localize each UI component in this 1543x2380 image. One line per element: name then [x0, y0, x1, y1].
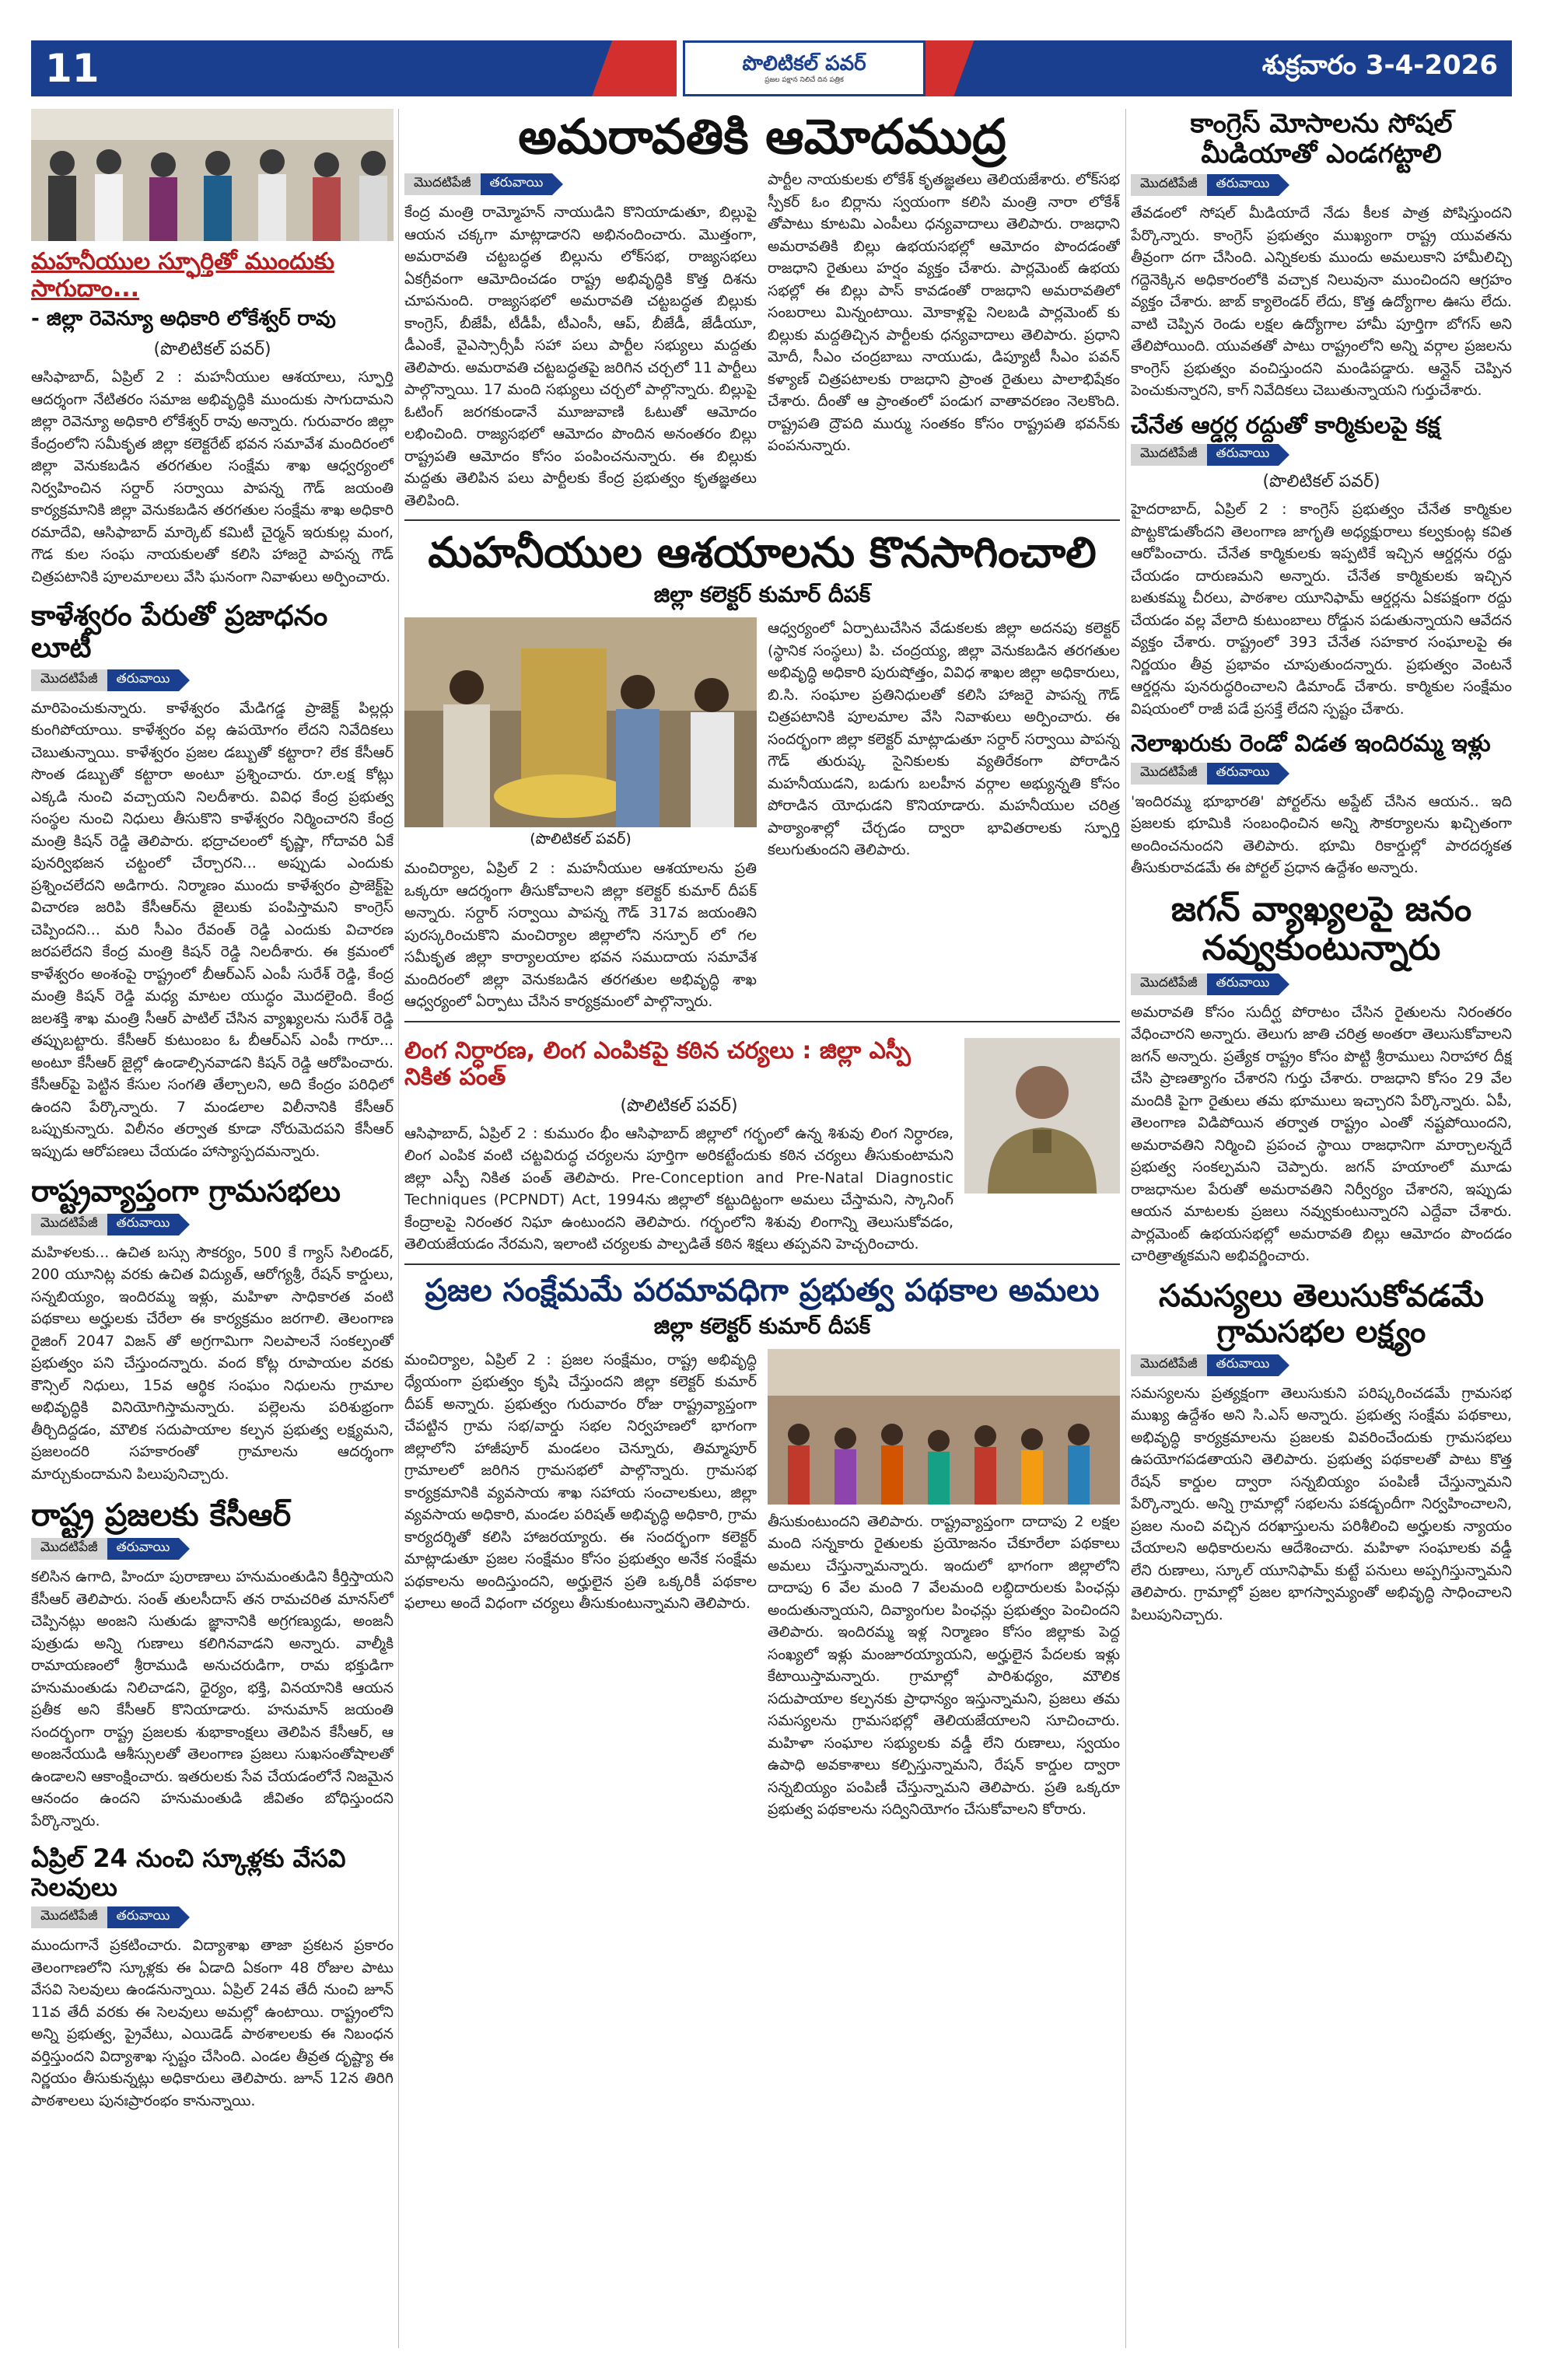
article-photo — [768, 1349, 1120, 1505]
continued-tag — [31, 1538, 394, 1560]
continued-tag — [404, 173, 757, 195]
continued-tag — [31, 1214, 394, 1235]
continued-first-page: మొదటిపేజీ — [31, 1906, 107, 1928]
article-body: మహిళలకు... ఉచిత బస్సు సౌకర్యం, 500 కే గ్యాస్ సిలిండర్, 200 యూనిట్ల వరకు ఉచిత విద్యుత్, ఆరోగ్యశ్రీ, రేషన్ కార్డులు, సన్నబియ్యం, ఇందిరమ్మ ఇళ్లు, మహిళా సాధికారత వంటి పథకాలు అర్హులకు చేరేలా ఈ కార్యక్రమం జరగాలి. తెలంగాణ రైజింగ్ 2047 విజన్ తో అగ్రగామిగా నిలపాలనే సంకల్పంతో ప్రభుత్వం పని చేస్తుందన్నారు. వంద కోట్ల రూపాయల వరకు కౌన్సిల్ నిధులు, 15వ ఆర్థిక సంఘం నిధులను గ్రామాల అభివృద్ధికి వినియోగిస్తామన్నారు. పల్లెలను పరిశుభ్రంగా తీర్చిదిద్దడం, మౌలిక సదుపాయాల కల్పన ప్రభుత్వ లక్ష్యమని, ప్రజలందరి సహకారంతో గ్రామాలను ఆదర్శంగా మార్చుకుందామని పిలుపునిచ్చారు. — [31, 1243, 394, 1483]
article-body: మంచిర్యాల, ఏప్రిల్ 2 : ప్రజల సంక్షేమం, రాష్ట్ర అభివృద్ధి ధ్యేయంగా ప్రభుత్వం కృషి చేస్తుందని జిల్లా కలెక్టర్ కుమార్ దీపక్ అన్నారు. ప్రభుత్వం గురువారం రోజు రాష్ట్రవ్యాప్తంగా చేపట్టిన గ్రామ సభ/వార్డు సభల నిర్వహణలో భాగంగా జిల్లాలోని హాజీపూర్ మండలం చెన్నూరు, తిమ్మాపూర్ గ్రామాలలో జరిగిన గ్రామసభలో పాల్గొన్నారు. గ్రామసభ కార్యక్రమానికి వ్యవసాయ శాఖ సహాయ సంచాలకులు, జిల్లా వ్యవసాయ అధికారి, మండల పరిషత్ అభివృద్ధి అధికారి, గ్రామ కార్యదర్శితో కలిసి హాజరయ్యారు. ఈ సందర్భంగా కలెక్టర్ మాట్లాడుతూ ప్రజల సంక్షేమం కోసం ప్రభుత్వం అనేక సంక్షేమ పథకాలను అందిస్తుందని, అర్హులైన ప్రతి ఒక్కరికీ పథకాల ఫలాలు అందే విధంగా చర్యలు తీసుకుంటున్నామని తెలిపారు. — [404, 1351, 757, 1613]
story-left — [404, 617, 757, 1013]
officer-portrait-illustration — [964, 1038, 1120, 1193]
logo-text: పొలిటికల్ పవర్ — [742, 52, 866, 75]
article-body: మంచిర్యాల, ఏప్రిల్ 2 : మహనీయుల ఆశయాలను ప్రతి ఒక్కరూ ఆదర్శంగా తీసుకోవాలని జిల్లా కలెక్టర్ కుమార్ దీపక్ అన్నారు. సర్దార్ సర్వాయి పాపన్న గౌడ్ 317వ జయంతిని పురస్కరించుకొని మంచిర్యాల జిల్లాలోని నస్పూర్ లో గల సమీకృత జిల్లా కార్యాలయాల భవన సముదాయ సమావేశ మందిరంలో జిల్లా వెనుకబడిన తరగతుల అభివృద్ధి శాఖ ఆధ్వర్యంలో ఏర్పాటు చేసిన కార్యక్రమంలో పాల్గొన్నారు. — [404, 860, 757, 1011]
continued-label: తరువాయి — [1207, 444, 1279, 466]
article-body: సమస్యలను ప్రత్యక్షంగా తెలుసుకుని పరిష్కరించడమే గ్రామసభ ముఖ్య ఉద్దేశం అని సి.ఎస్ అన్నారు. ప్రభుత్వ సంక్షేమ పథకాలు, అభివృద్ధి కార్యక్రమాలను ప్రజలకు వివరించేందుకు గ్రామసభలు ఉపయోగపడతాయని తెలిపారు. ప్రభుత్వ పథకాలతో పాటు కొత్త రేషన్ కార్డుల ద్వారా సన్నబియ్యం పంపిణీ చేస్తున్నామని పేర్కొన్నారు. అన్ని గ్రామాల్లో సభలను పకడ్బందీగా నిర్వహించాలని, ప్రజల నుంచి వచ్చిన దరఖాస్తులను పరిశీలించి అర్హులకు న్యాయం చేయాలని అధికారులను ఆదేశించారు. మహిళా సంఘాలకు వడ్డీ లేని రుణాలు, స్కూల్ యూనిఫామ్ కుట్టే పనులు అప్పగిస్తున్నామని తెలిపారు. గ్రామాల్లో ప్రజల భాగస్వామ్యంతో అభివృద్ధి సాధించాలని పిలుపునిచ్చారు. — [1131, 1384, 1512, 1623]
headline: కాళేశ్వరం పేరుతో ప్రజాధనం లూటీ — [31, 600, 328, 665]
headline: చేనేత ఆర్డర్ల రద్దుతో కార్మికులపై కక్ష — [1131, 411, 1440, 439]
continued-tag — [1131, 1354, 1512, 1376]
continued-tag — [31, 1906, 394, 1928]
article-body: తేవడంలో సోషల్ మీడియాదే నేడు కీలక పాత్ర పోషిస్తుందని పేర్కొన్నారు. కాంగ్రెస్ ప్రభుత్వం ముఖ్యంగా రాష్ట్ర యువతను తీవ్రంగా దగా చేసింది. ఎన్నికలకు ముందు అమలుకాని హామీలిచ్చి గద్దెనెక్కిన అధికారంలోకి వచ్చాక నిలువునా ముంచిందని ఆగ్రహం వ్యక్తం చేశారు. జాబ్ క్యాలెండర్ లేదు, కొత్త ఉద్యోగాల ఊసు లేదు. వాటి చెప్పిన రెండు లక్షల ఉద్యోగాల హామీ పూర్తిగా బోగస్ అని తేలిపోయింది. యువతతో పాటు రాష్ట్రంలోని అన్ని వర్గాల ప్రజలను కాంగ్రెస్ ప్రభుత్వం వంచిస్తుందని మండిపడ్డారు. ఆన్లైన్ చెప్పిన పెంచుకున్నారని, కాగ్ నివేదికలు చెబుతున్నాయని గుర్తుచేశారు. — [1131, 204, 1512, 400]
continued-first-page: మొదటిపేజీ — [404, 173, 481, 195]
sp-story-text — [404, 1030, 953, 1256]
continued-label: తరువాయి — [481, 173, 553, 195]
logo-tagline: ప్రజల పక్షాన నిలిచే దిన పత్రిక — [765, 76, 844, 84]
headline: ప్రజల సంక్షేమమే పరమావధిగా ప్రభుత్వ పథకాల అమలు — [425, 1272, 1100, 1309]
source-credit: (పొలిటికల్ పవర్) — [153, 340, 271, 359]
continued-first-page: మొదటిపేజీ — [31, 1214, 107, 1235]
byline: జిల్లా కలెక్టర్ కుమార్ దీపక్ — [653, 582, 871, 608]
story-right — [768, 617, 1120, 1013]
story-columns — [404, 617, 1120, 1013]
divider — [404, 519, 1120, 521]
masthead — [31, 40, 1512, 96]
article-body: పార్టీల నాయకులకు లోకేశ్ కృతజ్ఞతలు తెలియజేశారు. లోక్‌సభ స్పీకర్ ఓం బిర్లాను స్వయంగా కలిసి మంత్రి నారా లోకేశ్ తోపాటు కూటమి ఎంపీలు ధన్యవాదాలు తెలిపారు. రాజధాని అమరావతికి బిల్లు ఉభయసభల్లో ఆమోదం పొందడంతో రాజధాని రైతులు హర్షం వ్యక్తం చేశారు. పార్లమెంట్ ఉభయ సభల్లో ఈ బిల్లు పాస్ కావడంతో రాజధాని అమరావతిలో సంబరాలు మిన్నంటాయి. మోకాళ్లపై నిలబడి పార్లమెంట్ కు బిల్లుకు మద్దతిచ్చిన పార్టీలకు ధన్యవాదాలు తెలిపారు. ప్రధాని మోదీ, సీఎం చంద్రబాబు నాయుడు, డిప్యూటీ సీఎం పవన్ కళ్యాణ్ చిత్రపటాలకు రాజధాని ప్రాంత రైతులు పాలాభిషేకం చేశారు. దీంతో ఆ ప్రాంతంలో పండుగ వాతావరణం నెలకొంది. రాష్ట్రపతి ద్రౌపది ముర్ము సంతకం కోసం రాష్ట్రపతి భవన్‌కు పంపనున్నారు. — [768, 171, 1120, 455]
headline: రాష్ట్ర ప్రజలకు కేసీఆర్ — [31, 1498, 292, 1534]
article-body: ఆధ్వర్యంలో ఏర్పాటుచేసిన వేడుకలకు జిల్లా అదనపు కలెక్టర్ (స్థానిక సంస్థలు) పి. చంద్రయ్య, జిల్లా వెనుకబడిన తరగతుల అభివృద్ధి అధికారి పురుషోత్తం, వివిధ శాఖల జిల్లా అధికారులు, బి.సి. సంఘాల ప్రతినిధులతో కలిసి హాజరై పాపన్న గౌడ్ చిత్రపటానికి పూలమాల వేసి నివాళులు అర్పించారు. ఈ సందర్భంగా జిల్లా కలెక్టర్ మాట్లాడుతూ సర్దార్ సర్వాయి పాపన్న గౌడ్ తురుష్క సైనికులకు వ్యతిరేకంగా పోరాడిన మహనీయుడని, బడుగు బలహీన వర్గాల అభ్యున్నతి కోసం పోరాడిన యోధుడని కొనియాడారు. మహనీయుల చరిత్ర పాఠ్యాంశాల్లో చేర్చడం ద్వారా భావితరాలకు స్ఫూర్తి కలుగుతుందని తెలిపారు. — [768, 620, 1120, 859]
headline: ఏప్రిల్ 24 నుంచి స్కూళ్లకు వేసవి సెలవులు — [31, 1844, 346, 1903]
sp-story — [404, 1030, 1120, 1256]
article-body: కేంద్ర మంత్రి రామ్మోహన్ నాయుడిని కొనియాడుతూ, బిల్లుపై ఆయన చక్కగా మాట్లాడారని అభినందించారు. మొత్తంగా, అమరావతి చట్టబద్ధత బిల్లును లోక్‌సభ, రాజ్యసభలు ఏకగ్రీవంగా ఆమోదించడం రాష్ట్ర అభివృద్ధికి కొత్త దిశను చూపనుంది. రాజ్యసభలో అమరావతి చట్టబద్ధత బిల్లుకు కాంగ్రెస్, బీజేపీ, టీడీపీ, టీఎంసీ, ఆప్, బీజేడీ, జేడీయూ, డీఎంకే, వైఎస్సార్సీపీ సహా పలు పార్టీల సభ్యులు మద్దతు తెలిపారు. అమరావతి చట్టబద్ధతపై జరిగిన చర్చలో 11 పార్టీలు పాల్గొన్నాయి. 17 మంది సభ్యులు చర్చలో పాల్గొన్నారు. బిల్లుపై ఓటింగ్ జరగకుండానే మూజువాణి ఓటుతో ఆమోదం లభించింది. రాజ్యసభలో ఆమోదం పొందిన అనంతరం బిల్లు రాష్ట్రపతి ఆమోదం కోసం పంపించనున్నారు. ఈ బిల్లుకు మద్దతు తెలిపిన పలు పార్టీలకు కేంద్ర ప్రభుత్వం కృతజ్ఞతలు తెలిపింది. — [404, 204, 757, 509]
headline: నెలాఖరుకు రెండో విడత ఇందిరమ్మ ఇళ్లు — [1131, 730, 1491, 758]
continued-tag — [1131, 174, 1512, 196]
ceremony-photo-illustration — [404, 617, 757, 827]
source-credit: (పొలిటికల్ పవర్) — [620, 1096, 738, 1116]
lead-story-left — [404, 169, 757, 512]
column-center — [404, 109, 1120, 2348]
lead-headline: అమరావతికి ఆమోదముద్ర — [518, 109, 1006, 165]
issue-date: శుక్రవారం 3-4-2026 — [1261, 50, 1498, 81]
lead-story-right — [768, 169, 1120, 512]
continued-label: తరువాయి — [107, 1214, 180, 1235]
group-photo-illustration — [31, 109, 394, 241]
continued-label: తరువాయి — [107, 669, 180, 691]
continued-tag — [1131, 444, 1512, 466]
headline: కాంగ్రెస్ మోసాలను సోషల్ మీడియాతో ఎండగట్టాలి — [1190, 109, 1453, 170]
article-body: ఆసిఫాబాద్, ఏప్రిల్ 2 : మహనీయుల ఆశయాలు, స్ఫూర్తి ఆదర్శంగా నేటితరం సమాజ అభివృద్ధికి ముందుకు సాగుదామని జిల్లా రెవెన్యూ అధికారి లోకేశ్వర్ రావు అన్నారు. గురువారం జిల్లా కేంద్రంలోని సమీకృత జిల్లా కలెక్టరేట్ భవన సమావేశ మందిరంలో జిల్లా వెనుకబడిన తరగతుల సంక్షేమ శాఖ ఆధ్వర్యంలో నిర్వహించిన సర్దార్ సర్వాయి పాపన్న గౌడ్ జయంతి కార్యక్రమానికి జిల్లా వెనుకబడిన తరగతుల సంక్షేమ శాఖ అధికారి రమాదేవి, ఆసిఫాబాద్ మార్కెట్ కమిటీ చైర్మన్ ఇరుకుల్ల మంగ, గౌడ కుల సంఘ నాయకులతో కలిసి హాజరై పాపన్న గౌడ్ చిత్రపటానికి పూలమాలలు వేసి ఘనంగా నివాళులు అర్పించారు. — [31, 369, 394, 585]
photo-caption: (పొలిటికల్ పవర్) — [530, 830, 632, 848]
divider — [404, 1263, 1120, 1265]
continued-tag — [1131, 763, 1512, 785]
article-body: తీసుకుంటుందని తెలిపారు. రాష్ట్రవ్యాప్తంగా దాదాపు 2 లక్షల మంది సన్నకారు రైతులకు ప్రయోజనం చేకూరేలా పథకాలు అమలు చేస్తున్నామన్నారు. ఇందులో భాగంగా జిల్లాలోని దాదాపు 6 వేల మంది 7 వేలమంది లబ్ధిదారులకు పింఛన్లు అందుతున్నాయని, దివ్యాంగుల పింఛన్లు ప్రభుత్వం పెంచిందని తెలిపారు. ఇందిరమ్మ ఇళ్ల నిర్మాణం కోసం జిల్లాకు పెద్ద సంఖ్యలో ఇళ్లు మంజూరయ్యాయని, అర్హులైన పేదలకు ఇళ్లు కేటాయిస్తామన్నారు. గ్రామాల్లో పారిశుధ్యం, మౌలిక సదుపాయాల కల్పనకు ప్రాధాన్యం ఇస్తున్నామని, ప్రజలు తమ సమస్యలను గ్రామసభల్లో తెలియజేయాలని సూచించారు. మహిళా సంఘాల సభ్యులకు వడ్డీ లేని రుణాలు, స్వయం ఉపాధి అవకాశాలు కల్పిస్తున్నామని, రేషన్ కార్డుల ద్వారా సన్నబియ్యం పంపిణీ చేస్తున్నామని తెలిపారు. ప్రతి ఒక్కరూ ప్రభుత్వ పథకాలను సద్వినియోగం చేసుకోవాలని కోరారు. — [768, 1512, 1120, 1819]
continued-first-page: మొదటిపేజీ — [1131, 1354, 1207, 1376]
column-right — [1131, 109, 1512, 2348]
article-body: ముందుగానే ప్రకటించారు. విద్యాశాఖ తాజా ప్రకటన ప్రకారం తెలంగాణలోని స్కూళ్లకు ఈ ఏడాది ఏకంగా 48 రోజుల పాటు వేసవి సెలవులు ఉండనున్నాయి. ఏప్రిల్ 24వ తేదీ నుంచి జూన్ 11వ తేదీ వరకు ఈ సెలవులు అమల్లో ఉంటాయి. రాష్ట్రంలోని అన్ని ప్రభుత్వ, ప్రైవేటు, ఎయిడెడ్ పాఠశాలలకు ఈ నిబంధన వర్తిస్తుందని విద్యాశాఖ స్పష్టం చేసింది. ఎండల తీవ్రత దృష్ట్యా ఈ నిర్ణయం తీసుకున్నట్లు అధికారులు తెలిపారు. జూన్ 12న తిరిగి పాఠశాలలు పునఃప్రారంభం కానున్నాయి. — [31, 1937, 394, 2109]
headline: జగన్ వ్యాఖ్యలపై జనం నవ్వుకుంటున్నారు — [1170, 889, 1472, 969]
masthead-bar-left — [132, 40, 677, 96]
continued-label: తరువాయి — [1207, 973, 1279, 995]
sp-photo — [964, 1038, 1120, 1193]
continued-label: తరువాయి — [107, 1538, 180, 1560]
continued-label: తరువాయి — [1207, 763, 1279, 785]
headline: సమస్యలు తెలుసుకోవడమే గ్రామసభల లక్ష్యం — [1159, 1277, 1484, 1350]
continued-first-page: మొదటిపేజీ — [1131, 174, 1207, 196]
headline: మహనీయుల ఆశయాలను కొనసాగించాలి — [428, 528, 1097, 578]
continued-first-page: మొదటిపేజీ — [1131, 763, 1207, 785]
top-left-photo — [31, 109, 394, 241]
column-rule — [1125, 109, 1126, 2348]
byline: జిల్లా కలెక్టర్ కుమార్ దీపక్ — [653, 1312, 871, 1339]
lead-story-columns — [404, 169, 1120, 512]
article-body: మారిపెంచుకున్నారు. కాళేశ్వరం మేడిగడ్డ ప్రాజెక్ట్ పిల్లర్లు కుంగిపోయాయి. కాళేశ్వరం వల్ల ఉపయోగం లేదని నివేదికలు చెబుతున్నాయి. కాళేశ్వరం ప్రజల డబ్బుతో కట్టారా? లేక కేసీఆర్ సొంత డబ్బుతో కట్టారా అంటూ ప్రశ్నించారు. రూ.లక్ష కోట్లు ఎక్కడి నుంచి వచ్చాయని నిలదీశారు. వివిధ కేంద్ర ప్రభుత్వ సంస్థల నుంచి నిధులు తీసుకొని కాళేశ్వరం నిర్మించారని కేంద్ర మంత్రి కిషన్ రెడ్డి తెలిపారు. భద్రాచలంలో కృష్ణా, గోదావరి ఏకే పునర్విభజన చట్టంలో చేర్చారని... అప్పుడు ఎందుకు ప్రశ్నించలేదని అడిగారు. నిర్మాణం ముందు కాళేశ్వరం ప్రాజెక్ట్‌పై విచారణ జరిపి కేసీఆర్‌ను జైలుకు పంపిస్తామని కాంగ్రెస్ చెప్పిందని... మరి సీఎం రేవంత్ రెడ్డి ఎందుకు విచారణ జరపలేదని కేంద్ర మంత్రి కిషన్ రెడ్డి నిలదీశారు. ఈ క్రమంలో కాళేశ్వరం అంశంపై రాష్ట్రంలో బీఆర్ఎస్ ఎంపీ సురేశ్ రెడ్డి, కేంద్ర మంత్రి కిషన్ రెడ్డి మధ్య మాటల యుద్ధం మొదలైంది. కేంద్ర జలశక్తి శాఖ మంత్రి సీఆర్ పాటిల్ చేసిన వ్యాఖ్యలను సురేశ్ రెడ్డి తప్పుబట్టారు. కేసీఆర్ కుటుంబం ఓ బీఆర్ఎస్ ఎంపీ గారూ... అంటూ కేసీఆర్ జైల్లో ఉండాల్సినవాడని కిషన్ రెడ్డి ఆరోపించారు. కేసీఆర్‌పై పెట్టిన కేసుల సంగతి తేల్చాలని, అది కేంద్రం పరిధిలో ఉందని పేర్కొన్నారు. 7 మండలాల విలీనానికి కేసీఆర్ ఒప్పుకున్నారు. విలీనం తర్వాత కూడా నోరుమెదపని కేసీఆర్ ఇప్పుడు ఆరోపణలు చేయడం హాస్యాస్పదమన్నారు. — [31, 699, 394, 1160]
continued-first-page: మొదటిపేజీ — [31, 669, 107, 691]
page-number: 11 — [31, 40, 132, 96]
article-body: హైదరాబాద్, ఏప్రిల్ 2 : కాంగ్రెస్ ప్రభుత్వం చేనేత కార్మికుల పొట్టకొడుతోందని తెలంగాణ జాగృతి అధ్యక్షురాలు కల్వకుంట్ల కవిత ఆరోపించారు. చేనేత కార్మికులకు ఇప్పటికే ఇచ్చిన ఆర్డర్లను రద్దు చేయడం దారుణమని అన్నారు. చేనేత కార్మికులకు ఇచ్చిన బతుకమ్మ చీరలు, పాఠశాల యూనిఫామ్ ఆర్డర్లను ఏకపక్షంగా రద్దు చేయడం వల్ల వేలాది కుటుంబాలు రోడ్డున పడుతున్నాయని ఆవేదన వ్యక్తం చేశారు. రాష్ట్రంలో 393 చేనేత సహకార సంఘాలపై ఈ నిర్ణయం తీవ్ర ప్రభావం చూపుతుందన్నారు. ప్రభుత్వం వెంటనే ఆర్డర్లను పునరుద్ధరించాలని డిమాండ్ చేశారు. కార్మికుల సంక్షేమం విషయంలో రాజీ పడే ప్రసక్తే లేదని స్పష్టం చేశారు. — [1131, 501, 1512, 718]
headline: లింగ నిర్ధారణ, లింగ ఎంపికపై కఠిన చర్యలు : జిల్లా ఎస్పీ నికిత పంత్ — [404, 1036, 911, 1092]
continued-first-page: మొదటిపేజీ — [1131, 973, 1207, 995]
headline: మహనీయుల స్ఫూర్తితో ముందుకు సాగుదాం... — [31, 248, 334, 302]
continued-first-page: మొదటిపేజీ — [31, 1538, 107, 1560]
divider — [404, 1021, 1120, 1022]
article-photo — [404, 617, 757, 827]
meeting-photo-illustration — [768, 1349, 1120, 1505]
continued-label: తరువాయి — [1207, 174, 1279, 196]
continued-label: తరువాయి — [1207, 1354, 1279, 1376]
source-credit: (పొలిటికల్ పవర్) — [1262, 472, 1380, 492]
continued-tag — [1131, 973, 1512, 995]
continued-tag — [31, 669, 394, 691]
continued-label: తరువాయి — [107, 1906, 180, 1928]
article-body: అమరావతి కోసం సుదీర్ఘ పోరాటం చేసిన రైతులను నిరంతరం వేధించారని అన్నారు. తెలుగు జాతి చరిత్ర అంతరా తెలుసుకోవాలని జగన్ అన్నారు. ప్రత్యేక రాష్ట్రం కోసం పొట్టి శ్రీరాములు నిరాహార దీక్ష చేసి ప్రాణత్యాగం చేశారని గుర్తు చేశారు. రాజధాని కోసం 29 వేల మందికి పైగా రైతులు తమ భూములు ఇచ్చారని పేర్కొన్నారు. ఏపీ, తెలంగాణ విడిపోయిన తర్వాత రాష్ట్రం ఎంతో నష్టపోయిందని, అమరావతిని నిర్మించి ప్రపంచ స్థాయి రాజధానిగా మార్చాలన్నదే ప్రభుత్వ సంకల్పమని చెప్పారు. జగన్ హయాంలో మూడు రాజధానుల పేరుతో అమరావతిని నిర్వీర్యం చేశారని, ఇప్పుడు ఆయన మాటలకు ప్రజలు నవ్వుకుంటున్నారని ఎద్దేవా చేశారు. పార్లమెంట్ ఉభయసభల్లో అమరావతి బిల్లు ఆమోదం పొందడం చారిత్రాత్మకమని అభివర్ణించారు. — [1131, 1003, 1512, 1265]
column-left — [31, 109, 394, 2348]
article-body: ఆసిఫాబాద్, ఏప్రిల్ 2 : కుమురం భీం ఆసిఫాబాద్ జిల్లాలో గర్భంలో ఉన్న శిశువు లింగ నిర్ధారణ, లింగ ఎంపిక వంటి చట్టవిరుద్ధ చర్యలను పూర్తిగా అరికట్టేందుకు కఠిన చర్యలు తీసుకుంటామని జిల్లా ఎస్పీ నికిత పంత్ తెలిపారు. Pre-Conception and Pre-Natal Diagnostic Techniques (PCPNDT) Act, 1994ను జిల్లాలో కట్టుదిట్టంగా అమలు చేస్తామని, స్కానింగ్ కేంద్రాలపై నిరంతర నిఘా ఉంటుందని తెలిపారు. గర్భంలోని శిశువు లింగాన్ని తెలుసుకోవడం, తెలియజేయడం నేరమని, ఇలాంటి చర్యలకు పాల్పడితే కఠిన శిక్షలు తప్పవని హెచ్చరించారు. — [404, 1124, 953, 1253]
headline: రాష్ట్రవ్యాప్తంగా గ్రామసభలు — [31, 1174, 341, 1209]
byline: - జిల్లా రెవెన్యూ అధికారి లోకేశ్వర్ రావు — [31, 307, 336, 330]
story-left — [404, 1349, 757, 1821]
story-right — [768, 1349, 1120, 1821]
continued-first-page: మొదటిపేజీ — [1131, 444, 1207, 466]
article-body: కలిసిన ఉగాది, హిందూ పురాణాలు హనుమంతుడిని కీర్తిస్తాయని కేసీఆర్ తెలిపారు. సంత్ తులసీదాస్ తన రామచరిత మానస్‌లో చెప్పినట్లు అంజని సుతుడు జ్ఞానానికి అగ్రగణ్యుడు, అంజనీ పుత్రుడు అన్ని గుణాలు కలిగినవాడని అన్నారు. వాల్మీకి రామాయణంలో శ్రీరాముడి అనుచరుడిగా, రామ భక్తుడిగా హనుమంతుడు నిలిచాడని, ధైర్యం, భక్తి, వినయానికి ఆయన ప్రతీక అని కేసీఆర్ కొనియాడారు. హనుమాన్ జయంతి సందర్భంగా రాష్ట్ర ప్రజలకు శుభాకాంక్షలు తెలిపిన కేసీఆర్, ఆ అంజనేయుడి ఆశీస్సులతో తెలంగాణ ప్రజలు సుఖసంతోషాలతో ఉండాలని ఆకాంక్షించారు. ఇతరులకు సేవ చేయడంలోనే నిజమైన ఆనందం ఉందని హనుమంతుడి జీవితం బోధిస్తుందని పేర్కొన్నారు. — [31, 1568, 394, 1830]
column-rule — [398, 109, 399, 2348]
story-columns — [404, 1349, 1120, 1821]
article-body: 'ఇందిరమ్మ భూభారతి' పోర్టల్‌ను అప్డేట్ చేసిన ఆయన.. ఇది ప్రజలకు భూమికి సంబంధించిన అన్ని సౌకర్యాలను ఖచ్చితంగా అందించనుందని తెలిపారు. భూమి రికార్డుల్లో పారదర్శకత తీసుకురావడమే ఈ పోర్టల్ ప్రధాన ఉద్దేశం అన్నారు. — [1131, 792, 1512, 877]
newspaper-logo — [683, 40, 925, 96]
